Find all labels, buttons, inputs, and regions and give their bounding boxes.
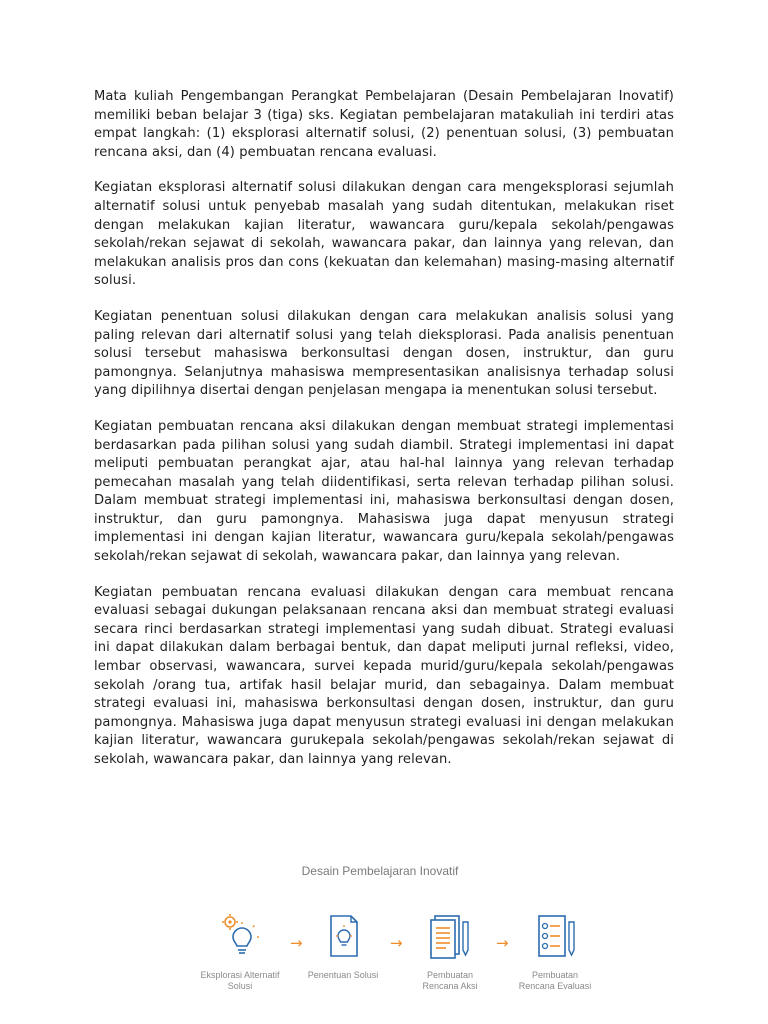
step-eksplorasi	[200, 910, 280, 992]
process-figure	[190, 860, 600, 1010]
paragraph-rencana-aksi: Kegiatan pembuatan rencana aksi dilakukan dengan membuat strategi implementasi berdasarkan pada pilihan solusi yang sudah diambil. Strategi implementasi ini dapat meliputi pembuatan perangkat ajar, atau hal-hal lainnya yang relevan terhadap pemecahan masalah yang telah diidentifikasi, serta relevan terhadap pilihan solusi. Dalam membuat strategi implementasi ini, mahasiswa berkonsultasi dengan dosen, instruktur, dan guru pamongnya. Mahasiswa juga dapat menyusun strategi implementasi ini dengan kajian literatur, wawancara guru/kepala sekolah/pengawas sekolah/rekan sejawat di sekolah, wawancara pakar, dan lainnya yang relevan.	[94, 418, 674, 565]
paragraph-rencana-evaluasi: Kegiatan pembuatan rencana evaluasi dilakukan dengan cara membuat rencana evaluasi sebagai dukungan pelaksanaan rencana aksi dan membuat strategi evaluasi secara rinci berdasarkan strategi implementasi yang sudah dibuat. Strategi evaluasi ini dapat dilakukan dalam berbagai bentuk, dan dapat meliputi jurnal refleksi, video, lembar observasi, wawancara, survei kepada murid/guru/kepala sekolah/pengawas sekolah /orang tua, artifak hasil belajar murid, dan sebagainya. Dalam membuat strategi evaluasi ini, mahasiswa berkonsultasi dengan dosen, instruktur, dan guru pamongnya. Mahasiswa juga dapat menyusun strategi evaluasi ini dengan melakukan kajian literatur, wawancara gurukepala sekolah/pengawas sekolah/rekan sejawat di sekolah, wawancara pakar, dan lainnya yang relevan.	[94, 584, 674, 767]
step-label: Eksplorasi Alternatif Solusi	[200, 970, 280, 991]
step-penentuan	[303, 910, 383, 981]
arrow-right-icon: →	[390, 934, 403, 952]
figure-title: Desain Pembelajaran Inovatif	[301, 864, 459, 878]
step-rencana-aksi	[410, 910, 490, 992]
checklist-pencil-icon	[531, 910, 579, 962]
paragraph-eksplorasi: Kegiatan eksplorasi alternatif solusi dilakukan dengan cara mengeksplorasi sejumlah alternatif solusi untuk penyebab masalah yang sudah ditentukan, melakukan riset dengan melakukan kajian literatur, wawancara guru/kepala sekolah/pengawas sekolah/rekan sejawat di sekolah, wawancara pakar, dan lainnya yang relevan, dan melakukan analisis pros dan cons (kekuatan dan kelemahan) masing-masing alternatif solusi.	[94, 180, 674, 289]
step-label: Penentuan Solusi	[307, 970, 379, 980]
paragraph-penentuan: Kegiatan penentuan solusi dilakukan dengan cara melakukan analisis solusi yang paling relevan dari alternatif solusi yang telah dieksplorasi. Pada analisis penentuan solusi tersebut mahasiswa berkonsultasi dengan dosen, instruktur, dan guru pamongnya. Selanjutnya mahasiswa mempresentasikan analisisnya terhadap solusi yang dipilihnya disertai dengan penjelasan mengapa ia menentukan solusi tersebut.	[94, 308, 674, 399]
document-pencil-icon	[426, 910, 474, 962]
step-label: Pembuatan Rencana Evaluasi	[518, 970, 592, 991]
arrow-right-icon: →	[290, 934, 303, 952]
body-text	[94, 88, 674, 787]
lightbulb-gear-icon	[216, 910, 264, 962]
paragraph-intro: Mata kuliah Pengembangan Perangkat Pembelajaran (Desain Pembelajaran Inovatif) memiliki beban belajar 3 (tiga) sks. Kegiatan pembelajaran matakuliah ini terdiri atas empat langkah: (1) eksplorasi alternatif solusi, (2) penentuan solusi, (3) pembuatan rencana aksi, dan (4) pembuatan rencana evaluasi.	[94, 89, 674, 160]
step-label: Pembuatan Rencana Aksi	[422, 970, 478, 991]
document-lightbulb-icon	[319, 910, 367, 962]
step-rencana-evaluasi	[515, 910, 595, 992]
arrow-right-icon: →	[496, 934, 509, 952]
